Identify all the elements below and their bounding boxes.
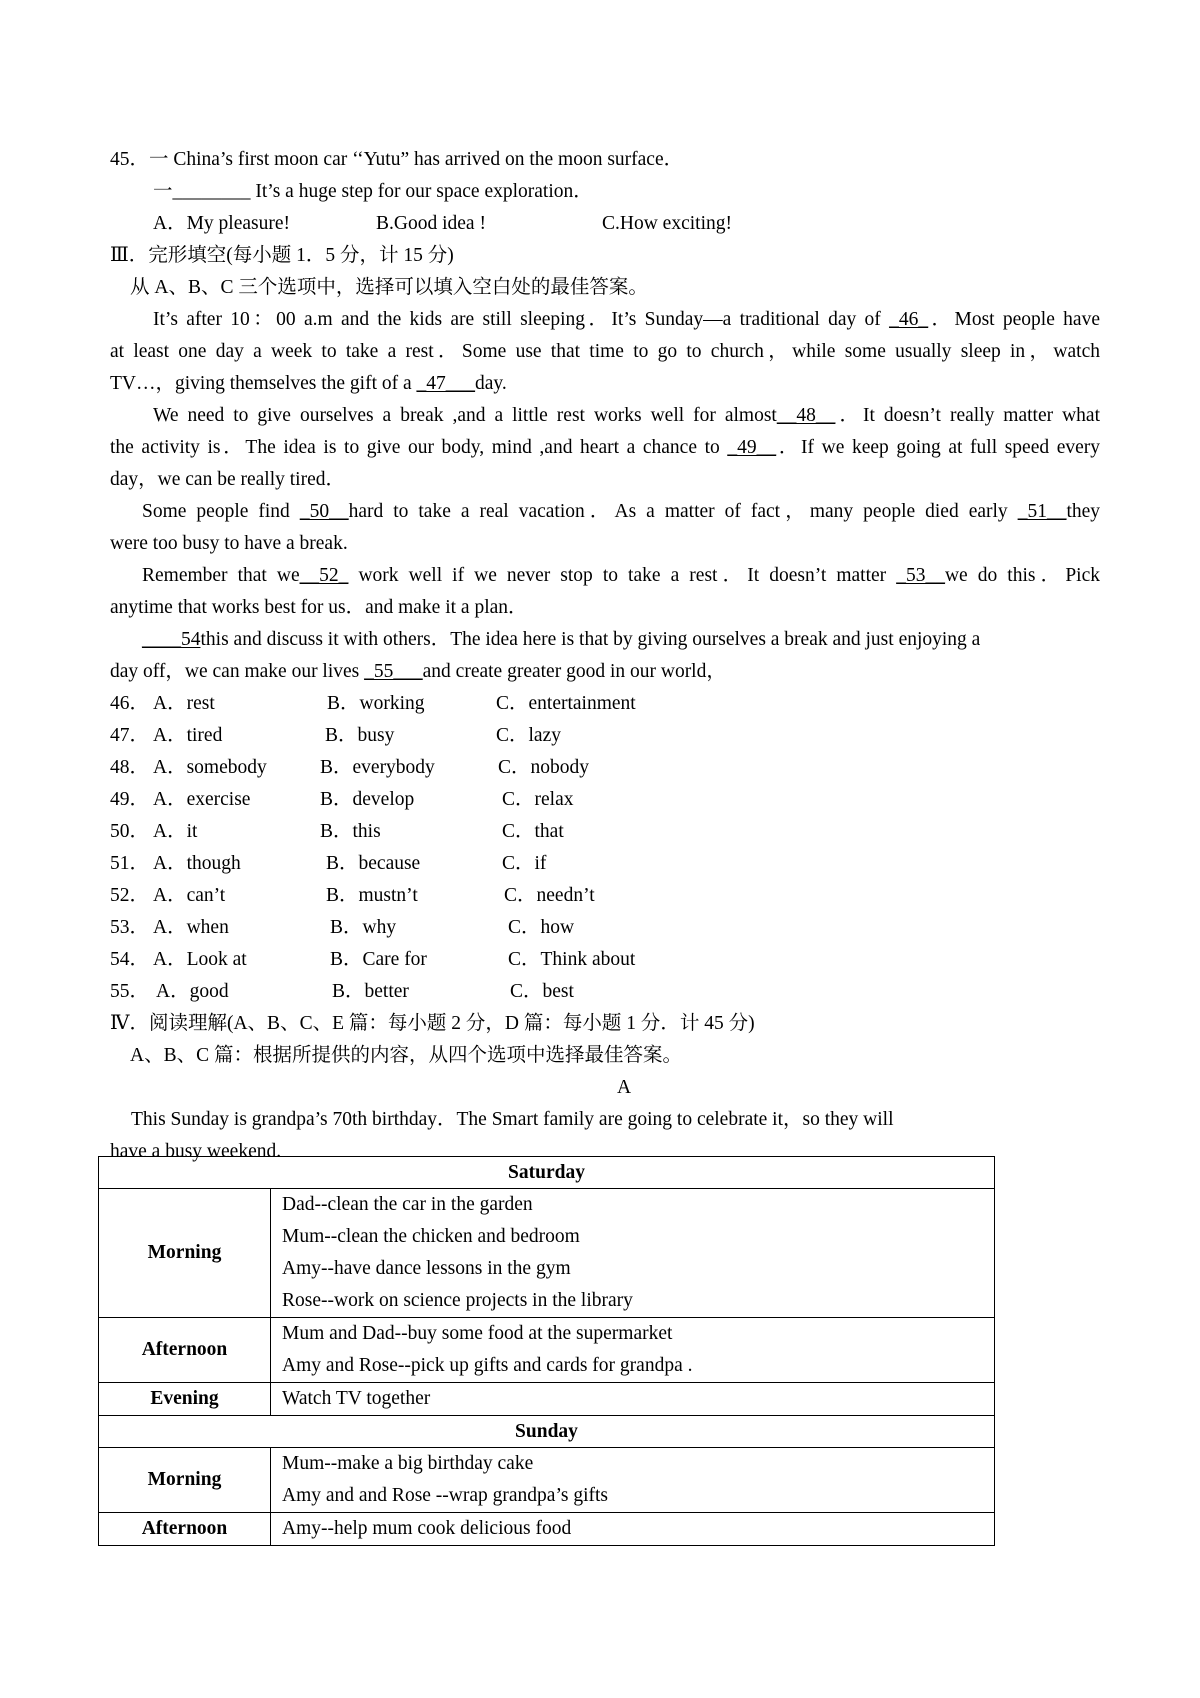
cloze-line-3: [110, 372, 507, 396]
option-c: C．lazy: [496, 725, 561, 746]
cloze-text: this and discuss it with others．The idea here is that by giving ourselves a break and just enjoying a: [200, 629, 981, 650]
cloze-text: hard to take a real vacation．As a matter of fact，many people died early: [348, 501, 1018, 522]
day-header-saturday: Saturday: [99, 1157, 995, 1189]
option-a: A．tired: [153, 725, 223, 746]
activities-cell: [271, 1189, 995, 1318]
slot-label: Afternoon: [99, 1513, 271, 1546]
cloze-text: they: [1066, 501, 1101, 522]
slot-label: Morning: [99, 1189, 271, 1318]
activities-cell: [271, 1383, 995, 1416]
sunday-morning-row: [99, 1448, 995, 1513]
cloze-blank-48: __48__: [776, 405, 836, 426]
section4-title: Ⅳ．阅读理解(A、B、C、E 篇：每小题 2 分，D 篇：每小题 1 分．计 45 分): [110, 1013, 755, 1034]
question-number: 53．: [110, 917, 150, 938]
option-c: C．best: [510, 981, 574, 1002]
passage-label: A: [617, 1077, 632, 1098]
cloze-text: We need to give ourselves a break ,and a little rest works well for almost: [153, 405, 777, 426]
cloze-text: ．It doesn’t really matter what: [835, 405, 1100, 426]
cloze-text: day.: [475, 373, 507, 394]
cloze-text: Remember that we: [142, 565, 300, 586]
cloze-text: It’s after 10：00 a.m and the kids are still sleeping．It’s Sunday—a traditional day of: [153, 309, 890, 330]
slot-label: Evening: [99, 1383, 271, 1416]
q45-blank: ________: [172, 181, 251, 202]
saturday-afternoon-row: [99, 1318, 995, 1383]
activities-cell: [271, 1448, 995, 1513]
activity-item: Amy--help mum cook delicious food: [282, 1518, 572, 1539]
cloze-text: TV…，giving themselves the gift of a: [110, 373, 417, 394]
saturday-header-row: [99, 1157, 995, 1189]
option-a: A．can’t: [153, 885, 226, 906]
activity-item: Dad--clean the car in the garden: [282, 1194, 533, 1215]
activity-item: Watch TV together: [282, 1388, 431, 1409]
cloze-line-12: [110, 660, 726, 684]
option-c: C．Think about: [508, 949, 636, 970]
question-number: 47．: [110, 725, 150, 746]
q45-line1: 45．一 China’s first moon car ‘‘Yutu” has arrived on the moon surface．: [110, 149, 684, 170]
cloze-line-2: [110, 340, 1100, 364]
cloze-line-6: day，we can be really tired．: [110, 469, 345, 490]
option-b: B．everybody: [320, 757, 435, 778]
question-number: 52．: [110, 885, 150, 906]
option-b: B．Care for: [330, 949, 427, 970]
question-number: 49．: [110, 789, 150, 810]
passage-intro-line2: have a busy weekend.: [110, 1141, 282, 1162]
option-a: A．though: [153, 853, 241, 874]
option-c: C．relax: [502, 789, 574, 810]
section3-title: Ⅲ．完形填空(每小题 1．5 分，计 15 分): [110, 245, 454, 266]
option-b: B．why: [330, 917, 397, 938]
cloze-blank-50: _50__: [299, 501, 349, 522]
activity-item: Amy--have dance lessons in the gym: [282, 1258, 571, 1279]
option-b: B．busy: [325, 725, 395, 746]
cloze-text: the activity is．The idea is to give our body, mind ,and heart a chance to: [110, 437, 728, 458]
q45-dash: 一: [153, 181, 173, 202]
cloze-text: Some people find: [142, 501, 300, 522]
q45-line2: [153, 180, 593, 204]
option-b: B．better: [332, 981, 409, 1002]
option-b: B．because: [326, 853, 421, 874]
cloze-text: we do this．Pick: [944, 565, 1100, 586]
cloze-text: and create greater good in our world，: [422, 661, 726, 682]
option-c: C．that: [502, 821, 564, 842]
option-b: B．this: [320, 821, 381, 842]
activity-item: Mum--clean the chicken and bedroom: [282, 1226, 580, 1247]
passage-intro-line1: This Sunday is grandpa’s 70th birthday．The Smart family are going to celebrate it，so they will: [131, 1109, 894, 1130]
cloze-line-5: [110, 436, 1100, 460]
option-c: C．how: [508, 917, 575, 938]
option-a: A．it: [153, 821, 198, 842]
cloze-text: work well if we never stop to take a rest．It doesn’t matter: [348, 565, 897, 586]
option-a: A．good: [156, 981, 229, 1002]
cloze-blank-53: _53__: [896, 565, 945, 586]
option-a: A．somebody: [153, 757, 267, 778]
cloze-blank-49: _49__: [727, 437, 777, 458]
option-c: C．nobody: [498, 757, 590, 778]
section4-instruction: A、B、C 篇：根据所提供的内容，从四个选项中选择最佳答案。: [130, 1045, 682, 1066]
question-number: 46．: [110, 693, 150, 714]
option-a: A．exercise: [153, 789, 251, 810]
cloze-text: at least one day a week to take a rest．Some use that time to go to church，while some usually sleep in，watch: [110, 341, 1100, 362]
cloze-blank-51: _51__: [1017, 501, 1067, 522]
saturday-evening-row: [99, 1383, 995, 1416]
question-number: 54．: [110, 949, 150, 970]
sunday-header-row: [99, 1416, 995, 1448]
schedule-table: [98, 1156, 995, 1546]
option-b: B．mustn’t: [326, 885, 418, 906]
activity-item: Amy and and Rose --wrap grandpa’s gifts: [282, 1485, 609, 1506]
cloze-line-4: [153, 404, 1100, 428]
option-b: B．develop: [320, 789, 415, 810]
activity-item: Rose--work on science projects in the library: [282, 1290, 633, 1311]
cloze-blank-54: ____54: [142, 629, 201, 650]
q45-option-c: C.How exciting!: [602, 213, 732, 234]
option-c: C．entertainment: [496, 693, 636, 714]
section3-instruction: 从 A、B、C 三个选项中，选择可以填入空白处的最佳答案。: [130, 277, 648, 298]
cloze-blank-55: _55___: [364, 661, 423, 682]
option-c: C．if: [502, 853, 547, 874]
q45-option-b: B.Good idea !: [376, 213, 486, 234]
option-c: C．needn’t: [504, 885, 595, 906]
cloze-blank-47: _47___: [416, 373, 476, 394]
cloze-text: day off，we can make our lives: [110, 661, 365, 682]
cloze-text: ．Most people have: [928, 309, 1100, 330]
cloze-line-8: were too busy to have a break.: [110, 533, 348, 554]
slot-label: Morning: [99, 1448, 271, 1513]
cloze-line-11: [142, 628, 980, 652]
activity-item: Amy and Rose--pick up gifts and cards for grandpa .: [282, 1355, 693, 1376]
q45-option-a: A．My pleasure!: [153, 213, 291, 234]
cloze-line-7: [142, 500, 1100, 524]
activity-item: Mum and Dad--buy some food at the supermarket: [282, 1323, 673, 1344]
cloze-blank-46: _46_: [889, 309, 929, 330]
question-number: 51．: [110, 853, 150, 874]
activity-item: Mum--make a big birthday cake: [282, 1453, 534, 1474]
cloze-line-10: anytime that works best for us．and make it a plan．: [110, 597, 528, 618]
activities-cell: [271, 1513, 995, 1546]
cloze-blank-52: __52_: [299, 565, 349, 586]
question-number: 50．: [110, 821, 150, 842]
option-a: A．when: [153, 917, 229, 938]
question-number: 48．: [110, 757, 150, 778]
day-header-sunday: Sunday: [99, 1416, 995, 1448]
option-a: A．rest: [153, 693, 215, 714]
cloze-text: ．If we keep going at full speed every: [776, 437, 1100, 458]
saturday-morning-row: [99, 1189, 995, 1318]
activities-cell: [271, 1318, 995, 1383]
option-a: A．Look at: [153, 949, 247, 970]
q45-line2-text: It’s a huge step for our space exploration．: [250, 181, 593, 202]
cloze-line-1: [153, 308, 1100, 332]
slot-label: Afternoon: [99, 1318, 271, 1383]
option-b: B．working: [327, 693, 425, 714]
cloze-line-9: [142, 564, 1100, 588]
question-number: 55．: [110, 981, 150, 1002]
sunday-afternoon-row: [99, 1513, 995, 1546]
